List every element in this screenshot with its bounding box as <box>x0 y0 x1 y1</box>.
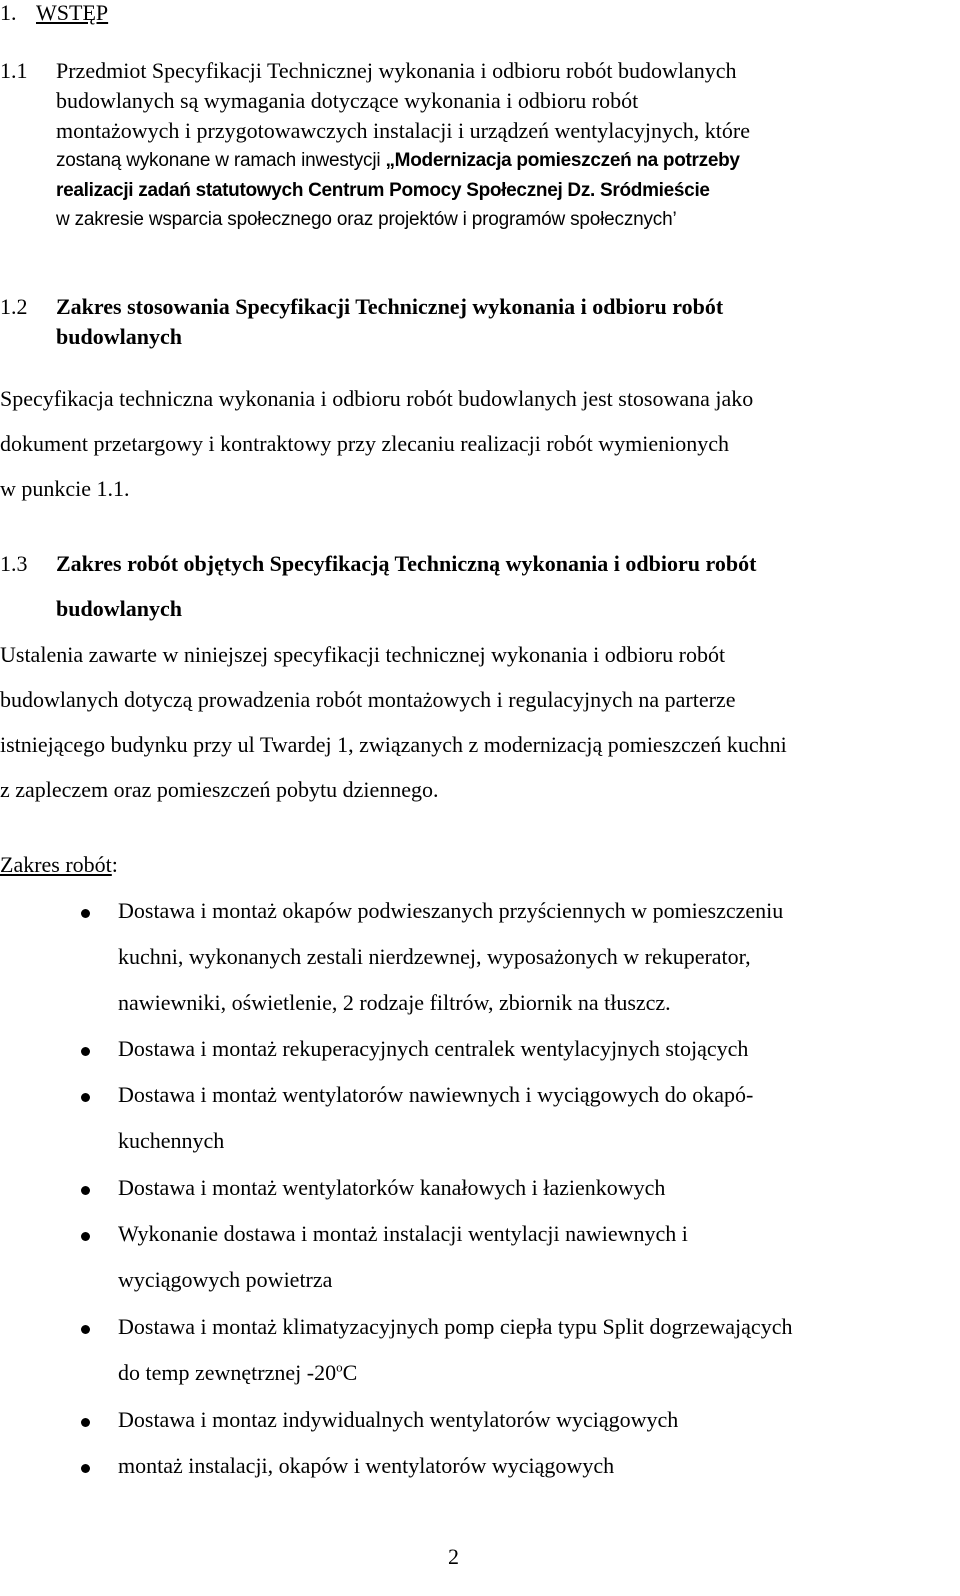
s13-body-line-2: budowlanych dotyczą prowadzenia robót montażowych i regulacyjnych na parterze <box>0 687 736 712</box>
scope-item-1-line-1: Dostawa i montaż okapów podwieszanych przyściennych w pomieszczeniu <box>118 898 784 923</box>
section-1-heading <box>0 0 108 26</box>
scope-item-3-line-1: Dostawa i montaż wentylatorów nawiewnych i wyciągowych do okapó- <box>118 1082 754 1107</box>
scope-heading <box>0 852 118 878</box>
s13-body-line-1: Ustalenia zawarte w niniejszej specyfikacji technicznej wykonania i odbioru robót <box>0 642 726 667</box>
s11-line-4 <box>56 150 740 172</box>
s13-body-line-4: z zapleczem oraz pomieszczeń pobytu dziennego. <box>0 777 439 802</box>
degree-superscript: o <box>336 1359 343 1375</box>
scope-item-2-line-1: Dostawa i montaż rekuperacyjnych centralek wentylacyjnych stojących <box>118 1036 749 1061</box>
s12-body-line-1: Specyfikacja techniczna wykonania i odbioru robót budowlanych jest stosowana jako <box>0 386 754 411</box>
s12-body-line-3: w punkcie 1.1. <box>0 476 130 501</box>
bullet-icon <box>81 1047 90 1056</box>
bullet-icon <box>81 1325 90 1334</box>
s11-line-1: Przedmiot Specyfikacji Technicznej wykonania i odbioru robót budowlanych <box>56 58 737 83</box>
scope-item-3-line-2: kuchennych <box>118 1128 225 1153</box>
bullet-icon <box>81 909 90 918</box>
s13-title-line-1: Zakres robót objętych Specyfikacją Techniczną wykonania i odbioru robót <box>56 551 757 576</box>
s13-title-line-2: budowlanych <box>56 596 182 621</box>
scope-item-1-line-2: kuchni, wykonanych zestali nierdzewnej, wyposażonych w rekuperator, <box>118 944 751 969</box>
page-number: 2 <box>448 1544 459 1569</box>
s13-body-line-3: istniejącego budynku przy ul Twardej 1, związanych z modernizacją pomieszczeń kuchni <box>0 732 787 757</box>
scope-item-6-unit: C <box>342 1360 358 1385</box>
scope-item-5-line-2: wyciągowych powietrza <box>118 1267 333 1292</box>
s12-body-line-2: dokument przetargowy i kontraktowy przy zlecaniu realizacji robót wymienionych <box>0 431 730 456</box>
scope-item-6-line-1: Dostawa i montaż klimatyzacyjnych pomp ciepła typu Split dogrzewających <box>118 1314 793 1339</box>
s12-number: 1.2 <box>0 294 28 319</box>
scope-item-8-line-1: montaż instalacji, okapów i wentylatorów wyciągowych <box>118 1453 615 1478</box>
s12-title-line-2: budowlanych <box>56 324 182 349</box>
scope-item-1-line-3: nawiewniki, oświetlenie, 2 rodzaje filtrów, zbiornik na tłuszcz. <box>118 990 671 1015</box>
scope-item-6-line-2 <box>118 1360 357 1386</box>
s11-line-2: budowlanych są wymagania dotyczące wykonania i odbioru robót <box>56 88 639 113</box>
s11-line-5: realizacji zadań statutowych Centrum Pomocy Społecznej Dz. Sródmieście <box>56 180 710 201</box>
section-1-title: WSTĘP <box>36 0 109 25</box>
bullet-icon <box>81 1232 90 1241</box>
section-1-number: 1. <box>0 0 17 25</box>
scope-item-6-line-2-text: do temp zewnętrznej -20 <box>118 1360 337 1385</box>
scope-item-5-line-1: Wykonanie dostawa i montaż instalacji wentylacji nawiewnych i <box>118 1221 688 1246</box>
scope-item-7-line-1: Dostawa i montaz indywidualnych wentylatorów wyciągowych <box>118 1407 679 1432</box>
s11-line-3: montażowych i przygotowawczych instalacji i urządzeń wentylacyjnych, które <box>56 118 750 143</box>
s11-line-4-text: zostaną wykonane w ramach inwestycji <box>56 150 386 171</box>
s11-number: 1.1 <box>0 58 28 83</box>
s11-line-6: w zakresie wsparcia społecznego oraz projektów i programów społecznych’ <box>56 209 677 230</box>
bullet-icon <box>81 1186 90 1195</box>
s13-number: 1.3 <box>0 551 28 576</box>
scope-colon: : <box>111 852 118 877</box>
s12-title-line-1: Zakres stosowania Specyfikacji Technicznej wykonania i odbioru robót <box>56 294 724 319</box>
scope-label: Zakres robót <box>0 852 112 877</box>
bullet-icon <box>81 1464 90 1473</box>
scope-item-4-line-1: Dostawa i montaż wentylatorków kanałowych i łazienkowych <box>118 1175 666 1200</box>
bullet-icon <box>81 1418 90 1427</box>
s11-project-title: „Modernizacja pomieszczeń na potrzeby <box>385 150 740 171</box>
bullet-icon <box>81 1093 90 1102</box>
